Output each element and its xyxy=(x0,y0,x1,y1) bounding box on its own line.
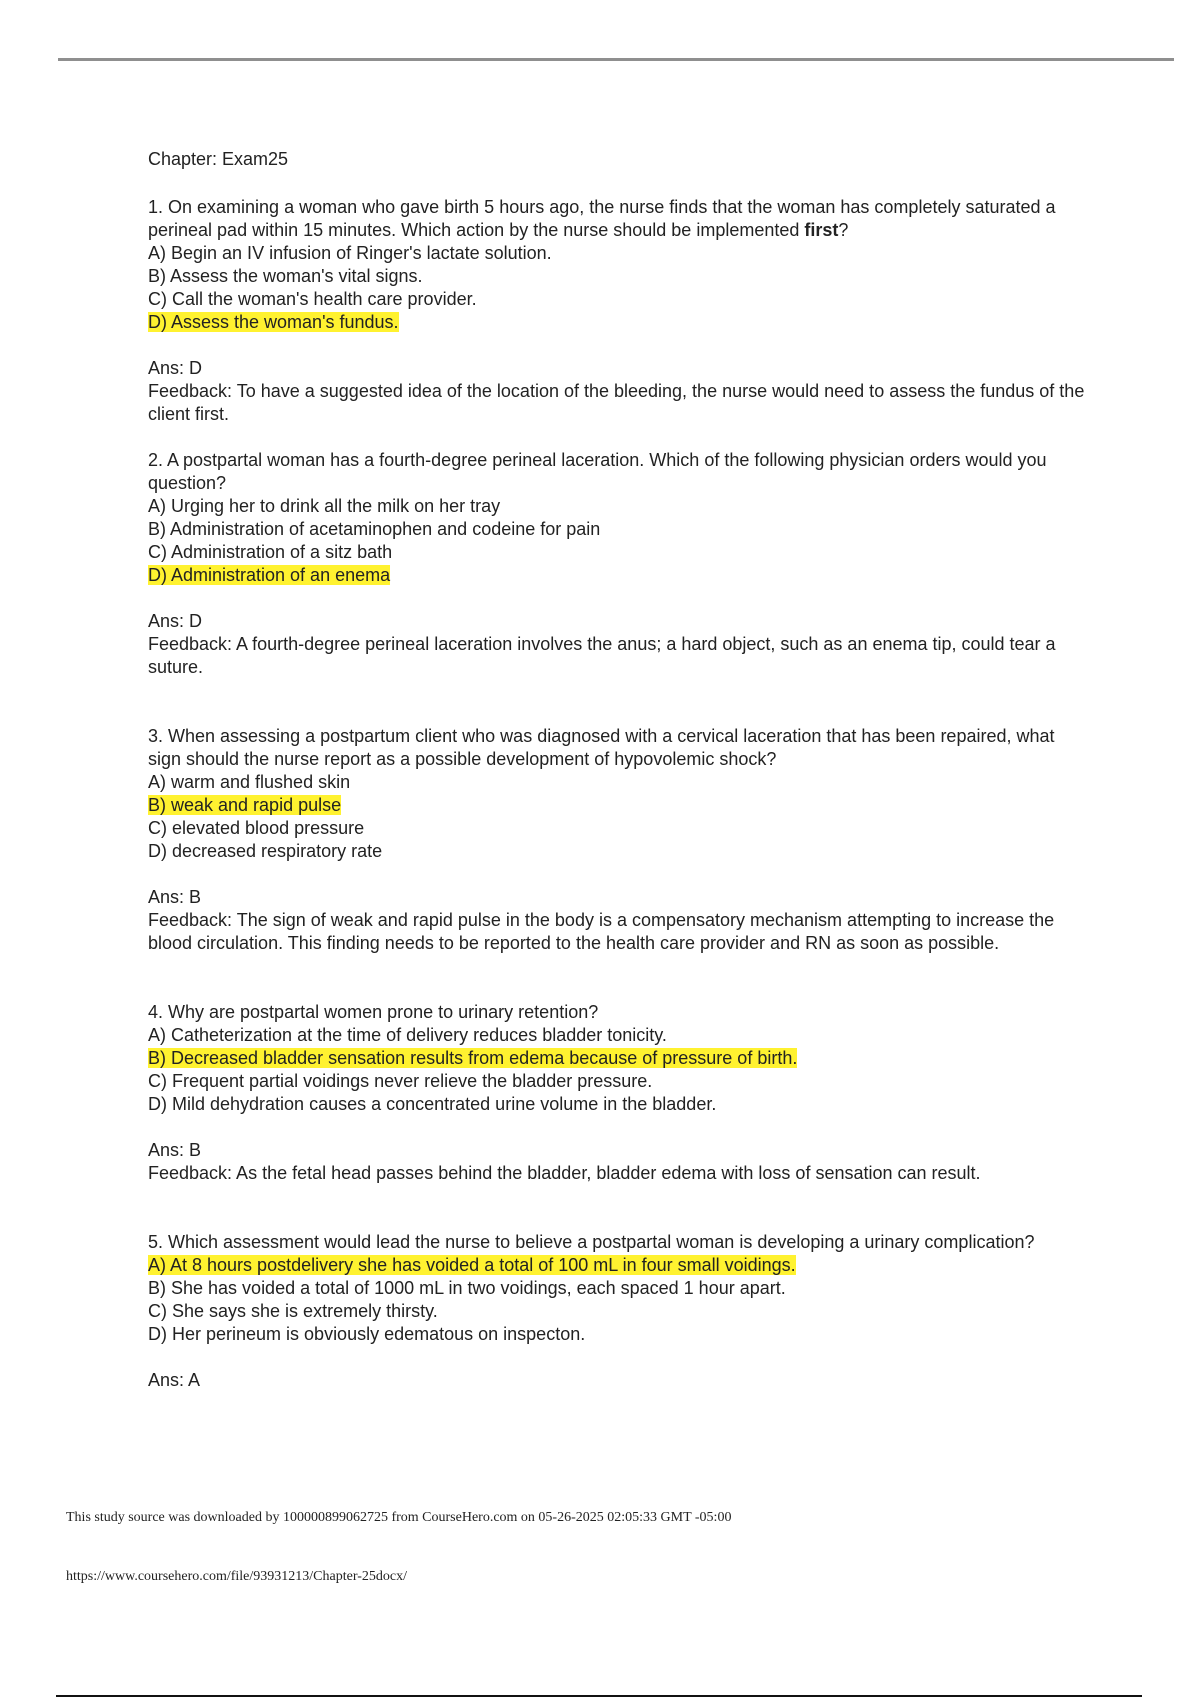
feedback-text: Feedback: A fourth-degree perineal laceration involves the anus; a hard object, such as an enema tip, could tear a suture. xyxy=(148,634,1056,677)
option-a: A) warm and flushed skin xyxy=(148,772,351,792)
answer-key: Ans: A xyxy=(148,1370,201,1390)
option-a: A) Urging her to drink all the milk on her tray xyxy=(148,496,501,516)
feedback-text: Feedback: The sign of weak and rapid pulse in the body is a compensatory mechanism attempting to increase the blood circulation. This finding needs to be reported to the health care provider and RN as soon as possible. xyxy=(148,910,1055,953)
answer-key: Ans: B xyxy=(148,1140,202,1160)
answer-highlight: B) weak and rapid pulse xyxy=(148,795,342,815)
option-list xyxy=(148,1254,1088,1346)
feedback-text: Feedback: To have a suggested idea of the location of the bleeding, the nurse would need to assess the fundus of the client first. xyxy=(148,381,1085,424)
option-b-correct xyxy=(148,794,1088,817)
option-b: B) Assess the woman's vital signs. xyxy=(148,266,423,286)
source-url: https://www.coursehero.com/file/93931213/Chapter-25docx/ xyxy=(66,1569,407,1584)
option-d: D) Mild dehydration causes a concentrated urine volume in the bladder. xyxy=(148,1094,717,1114)
option-b-correct xyxy=(148,1047,1088,1070)
question-stem: 2. A postpartal woman has a fourth-degree perineal laceration. Which of the following physician orders would you question? xyxy=(148,450,1047,493)
header-rule xyxy=(58,58,1174,61)
option-c: C) elevated blood pressure xyxy=(148,818,365,838)
option-d-correct xyxy=(148,564,1088,587)
answer-highlight: A) At 8 hours postdelivery she has voided a total of 100 mL in four small voidings. xyxy=(148,1255,796,1275)
option-b: B) She has voided a total of 1000 mL in two voidings, each spaced 1 hour apart. xyxy=(148,1278,786,1298)
question-stem: 4. Why are postpartal women prone to urinary retention? xyxy=(148,1002,599,1022)
answer-key: Ans: D xyxy=(148,358,203,378)
option-list xyxy=(148,495,1088,587)
option-d: D) Her perineum is obviously edematous on inspecton. xyxy=(148,1324,586,1344)
answer-key: Ans: B xyxy=(148,887,202,907)
option-list xyxy=(148,771,1088,863)
chapter-title: Chapter: Exam25 xyxy=(148,149,289,169)
question-stem: 1. On examining a woman who gave birth 5 hours ago, the nurse finds that the woman has completely saturated a perineal pad within 15 minutes. Which action by the nurse should be implemented first? xyxy=(148,197,1056,240)
option-d: D) decreased respiratory rate xyxy=(148,841,383,861)
question-stem: 5. Which assessment would lead the nurse to believe a postpartal woman is developing a urinary complication? xyxy=(148,1232,1035,1252)
question-4 xyxy=(148,1001,1088,1185)
option-c: C) Call the woman's health care provider. xyxy=(148,289,477,309)
question-1 xyxy=(148,196,1088,426)
option-list xyxy=(148,1024,1088,1116)
document-body xyxy=(148,148,1088,1415)
option-list xyxy=(148,242,1088,334)
option-c: C) Administration of a sitz bath xyxy=(148,542,393,562)
option-a: A) Begin an IV infusion of Ringer's lactate solution. xyxy=(148,243,552,263)
question-stem: 3. When assessing a postpartum client who was diagnosed with a cervical laceration that has been repaired, what sign should the nurse report as a possible development of hypovolemic shock? xyxy=(148,726,1055,769)
answer-highlight: D) Assess the woman's fundus. xyxy=(148,312,399,332)
answer-highlight: D) Administration of an enema xyxy=(148,565,391,585)
question-5 xyxy=(148,1231,1088,1392)
feedback-text: Feedback: As the fetal head passes behind the bladder, bladder edema with loss of sensation can result. xyxy=(148,1163,981,1183)
option-d-correct xyxy=(148,311,1088,334)
answer-highlight: B) Decreased bladder sensation results from edema because of pressure of birth. xyxy=(148,1048,798,1068)
option-c: C) She says she is extremely thirsty. xyxy=(148,1301,438,1321)
question-3 xyxy=(148,725,1088,955)
question-2 xyxy=(148,449,1088,679)
option-c: C) Frequent partial voidings never relieve the bladder pressure. xyxy=(148,1071,653,1091)
option-a-correct xyxy=(148,1254,1088,1277)
option-a: A) Catheterization at the time of delivery reduces bladder tonicity. xyxy=(148,1025,667,1045)
option-b: B) Administration of acetaminophen and codeine for pain xyxy=(148,519,601,539)
footer-rule xyxy=(56,1695,1142,1697)
answer-key: Ans: D xyxy=(148,611,203,631)
download-source-notice: This study source was downloaded by 100000899062725 from CourseHero.com on 05-26-2025 02:05:33 GMT -05:00 xyxy=(66,1510,732,1525)
